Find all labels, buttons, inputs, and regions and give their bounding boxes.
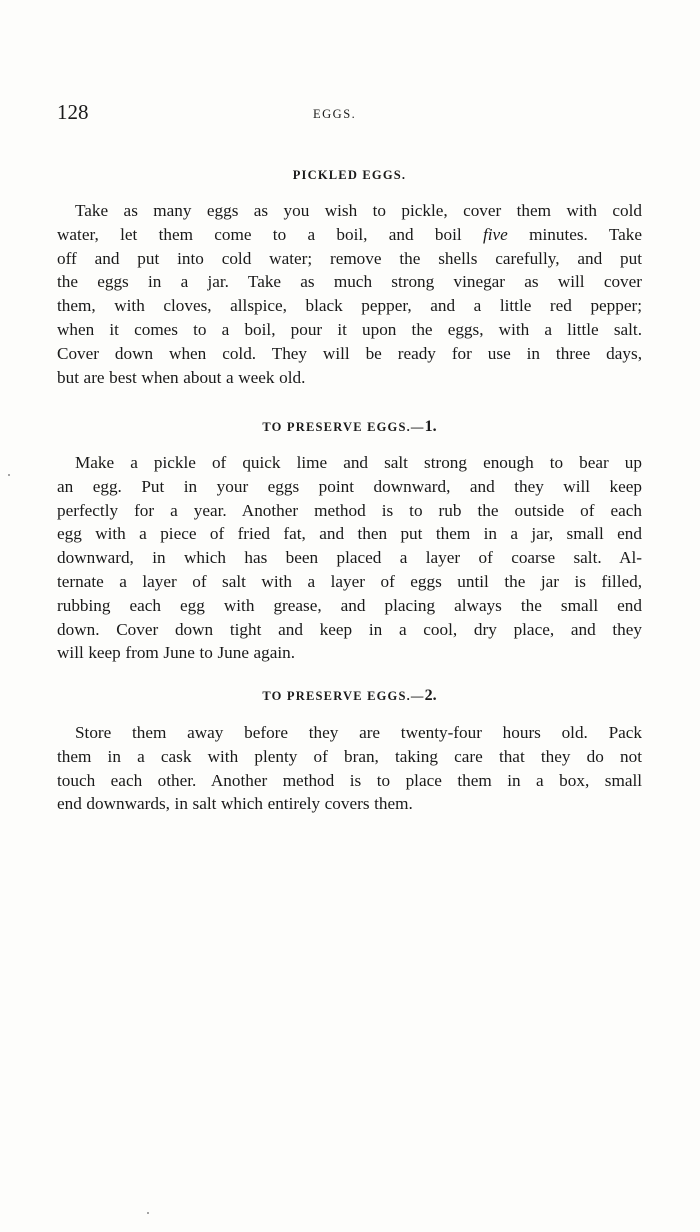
text-line: off and put into cold water; remove the shells carefully, and put: [57, 248, 642, 268]
text-line: the eggs in a jar. Take as much strong vinegar as will cover: [57, 272, 642, 292]
section-heading-number: 2.: [424, 687, 437, 704]
text-line: Store them away before they are twenty-four hours old. Pack: [75, 723, 642, 742]
recipe-paragraph-pickled-eggs: [57, 199, 642, 389]
recipe-paragraph-preserve-eggs-1: [57, 451, 642, 665]
text-line: them, with cloves, allspice, black pepper, and a little red pepper;: [57, 296, 642, 316]
page-number: 128: [57, 100, 89, 124]
text-line: an egg. Put in your eggs point downward, and they will keep: [57, 476, 642, 496]
text-line: end downwards, in salt which entirely covers them.: [57, 794, 413, 814]
running-head: [57, 100, 642, 130]
text-fragment: minutes. Take: [507, 224, 642, 244]
text-fragment: water, let them come to a boil, and boil: [57, 224, 462, 244]
paper-speck: [147, 1212, 149, 1214]
running-title: EGGS.: [313, 107, 357, 121]
text-line: [57, 223, 642, 247]
text-line: touch each other. Another method is to place them in a box, small: [57, 770, 642, 790]
section-heading-preserve-eggs-1: [57, 418, 642, 436]
text-line: Cover down when cold. They will be ready for use in three days,: [57, 343, 642, 363]
section-heading-number: 1.: [424, 418, 437, 435]
text-line: will keep from June to June again.: [57, 643, 296, 663]
recipe-paragraph-preserve-eggs-2: [57, 721, 642, 816]
section-heading-text: PICKLED EGGS.: [292, 168, 407, 182]
text-line: perfectly for a year. Another method is to rub the outside of each: [57, 500, 642, 520]
text-line: Make a pickle of quick lime and salt strong enough to bear up: [75, 453, 642, 472]
text-line: ternate a layer of salt with a layer of eggs until the jar is filled,: [57, 571, 642, 591]
text-line: but are best when about a week old.: [57, 367, 306, 387]
text-line: rubbing each egg with grease, and placing always the small end: [57, 595, 642, 615]
section-heading-pickled-eggs: [57, 168, 642, 183]
text-line: down. Cover down tight and keep in a cool, dry place, and they: [57, 619, 642, 639]
emphasis-five: five: [482, 224, 508, 244]
paper-speck: [8, 474, 10, 476]
section-heading-preserve-eggs-2: [57, 687, 642, 705]
text-line: Take as many eggs as you wish to pickle, cover them with cold: [75, 201, 642, 220]
section-heading-text: TO PRESERVE EGGS.—: [262, 420, 425, 434]
text-line: egg with a piece of fried fat, and then put them in a jar, small end: [57, 524, 642, 544]
text-line: them in a cask with plenty of bran, taking care that they do not: [57, 746, 642, 766]
section-heading-text: TO PRESERVE EGGS.—: [262, 689, 425, 703]
text-line: downward, in which has been placed a layer of coarse salt. Al-: [57, 548, 642, 568]
text-line: when it comes to a boil, pour it upon the eggs, with a little salt.: [57, 319, 642, 339]
